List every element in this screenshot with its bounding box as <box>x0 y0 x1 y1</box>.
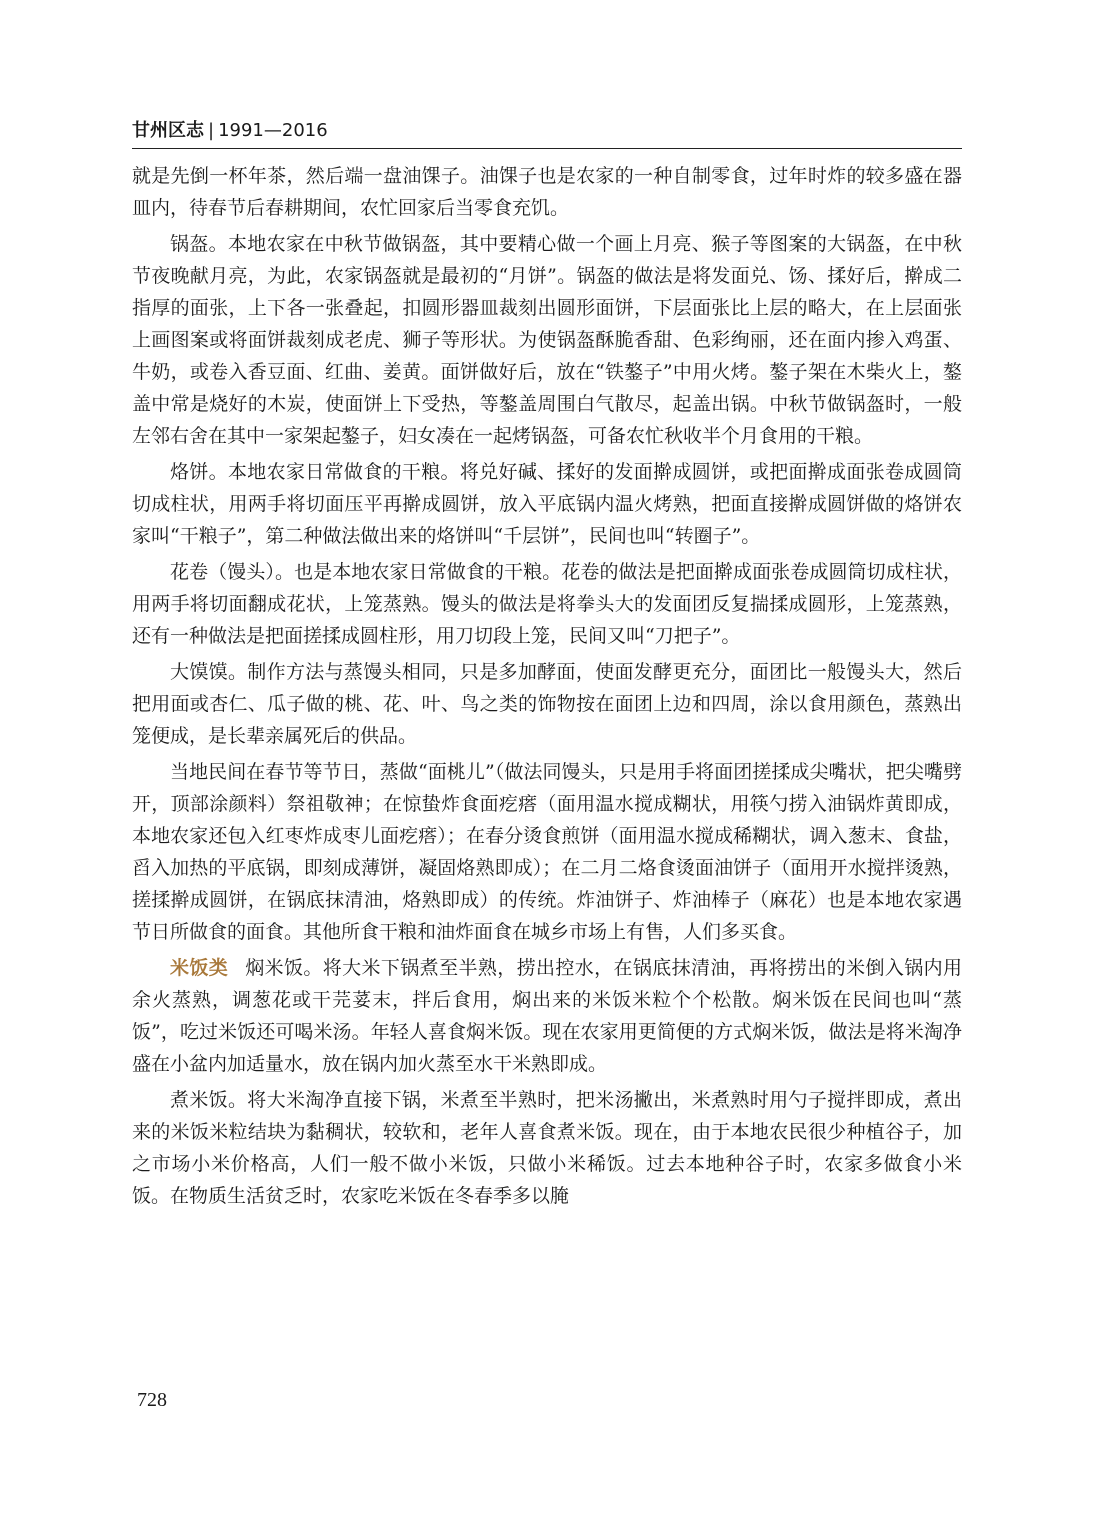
section-label-rice: 米饭类 <box>170 957 229 979</box>
paragraph-rice-section <box>132 952 962 1080</box>
running-header <box>132 118 962 149</box>
paragraph-laobing: 烙饼。本地农家日常做食的干粮。将兑好碱、揉好的发面擀成圆饼，或把面擀成面张卷成圆筒切成柱状，用两手将切面压平再擀成圆饼，放入平底锅内温火烤熟，把面直接擀成圆饼做的烙饼农家叫“干粮子”，第二种做法做出来的烙饼叫“千层饼”，民间也叫“转圈子”。 <box>132 461 962 547</box>
header-separator: | <box>208 120 215 141</box>
paragraph-continuation: 就是先倒一杯年茶，然后端一盘油馃子。油馃子也是农家的一种自制零食，过年时炸的较多盛在器皿内，待春节后春耕期间，农忙回家后当零食充饥。 <box>132 165 962 219</box>
paragraph-zhumifan: 煮米饭。将大米淘净直接下锅，米煮至半熟时，把米汤撇出，米煮熟时用勺子搅拌即成，煮出来的米饭米粒结块为黏稠状，较软和，老年人喜食煮米饭。现在，由于本地农民很少种植谷子，加之市场小米价格高，人们一般不做小米饭，只做小米稀饭。过去本地种谷子时，农家多做食小米饭。在物质生活贫乏时，农家吃米饭在冬春季多以腌 <box>132 1089 962 1207</box>
book-title: 甘州区志 <box>132 120 204 141</box>
paragraph-damomo: 大馍馍。制作方法与蒸馒头相同，只是多加酵面，使面发酵更充分，面团比一般馒头大，然后把用面或杏仁、瓜子做的桃、花、叶、鸟之类的饰物按在面团上边和四周，涂以食用颜色，蒸熟出笼便成，是长辈亲属死后的供品。 <box>132 661 962 747</box>
body-text <box>132 160 962 1216</box>
paragraph-guokui: 锅盔。本地农家在中秋节做锅盔，其中要精心做一个画上月亮、猴子等图案的大锅盔，在中秋节夜晚献月亮，为此，农家锅盔就是最初的“月饼”。锅盔的做法是将发面兑、饧、揉好后，擀成二指厚的面张，上下各一张叠起，扣圆形器皿裁刻出圆形面饼，下层面张比上层的略大，在上层面张上画图案或将面饼裁刻成老虎、狮子等形状。为使锅盔酥脆香甜、色彩绚丽，还在面内掺入鸡蛋、牛奶，或卷入香豆面、红曲、姜黄。面饼做好后，放在“铁鏊子”中用火烤。鏊子架在木柴火上，鏊盖中常是烧好的木炭，使面饼上下受热，等鏊盖周围白气散尽，起盖出锅。中秋节做锅盔时，一般左邻右舍在其中一家架起鏊子，妇女凑在一起烤锅盔，可备农忙秋收半个月食用的干粮。 <box>132 233 962 447</box>
page-number: 728 <box>137 1389 167 1411</box>
paragraph-huajuan: 花卷（馒头）。也是本地农家日常做食的干粮。花卷的做法是把面擀成面张卷成圆筒切成柱状，用两手将切面翻成花状，上笼蒸熟。馒头的做法是将拳头大的发面团反复揣揉成圆形，上笼蒸熟，还有一种做法是把面搓揉成圆柱形，用刀切段上笼，民间又叫“刀把子”。 <box>132 561 962 647</box>
paragraph-festival-foods: 当地民间在春节等节日，蒸做“面桃儿”（做法同馒头，只是用手将面团搓揉成尖嘴状，把尖嘴劈开，顶部涂颜料）祭祖敬神；在惊蛰炸食面疙瘩（面用温水搅成糊状，用筷勺捞入油锅炸黄即成，本地农家还包入红枣炸成枣儿面疙瘩）；在春分烫食煎饼（面用温水搅成稀糊状，调入葱末、食盐，舀入加热的平底锅，即刻成薄饼，凝固烙熟即成）；在二月二烙食烫面油饼子（面用开水搅拌烫熟，搓揉擀成圆饼，在锅底抹清油，烙熟即成）的传统。炸油饼子、炸油棒子（麻花）也是本地农家遇节日所做食的面食。其他所食干粮和油炸面食在城乡市场上有售，人们多买食。 <box>132 761 962 943</box>
paragraph-menmifan: 焖米饭。将大米下锅煮至半熟，捞出控水，在锅底抹清油，再将捞出的米倒入锅内用余火蒸熟，调葱花或干芫荽末，拌后食用，焖出来的米饭米粒个个松散。焖米饭在民间也叫“蒸饭”，吃过米饭还可喝米汤。年轻人喜食焖米饭。现在农家用更简便的方式焖米饭，做法是将米淘净盛在小盆内加适量水，放在锅内加火蒸至水干米熟即成。 <box>132 957 962 1075</box>
header-years: 1991—2016 <box>218 120 328 141</box>
